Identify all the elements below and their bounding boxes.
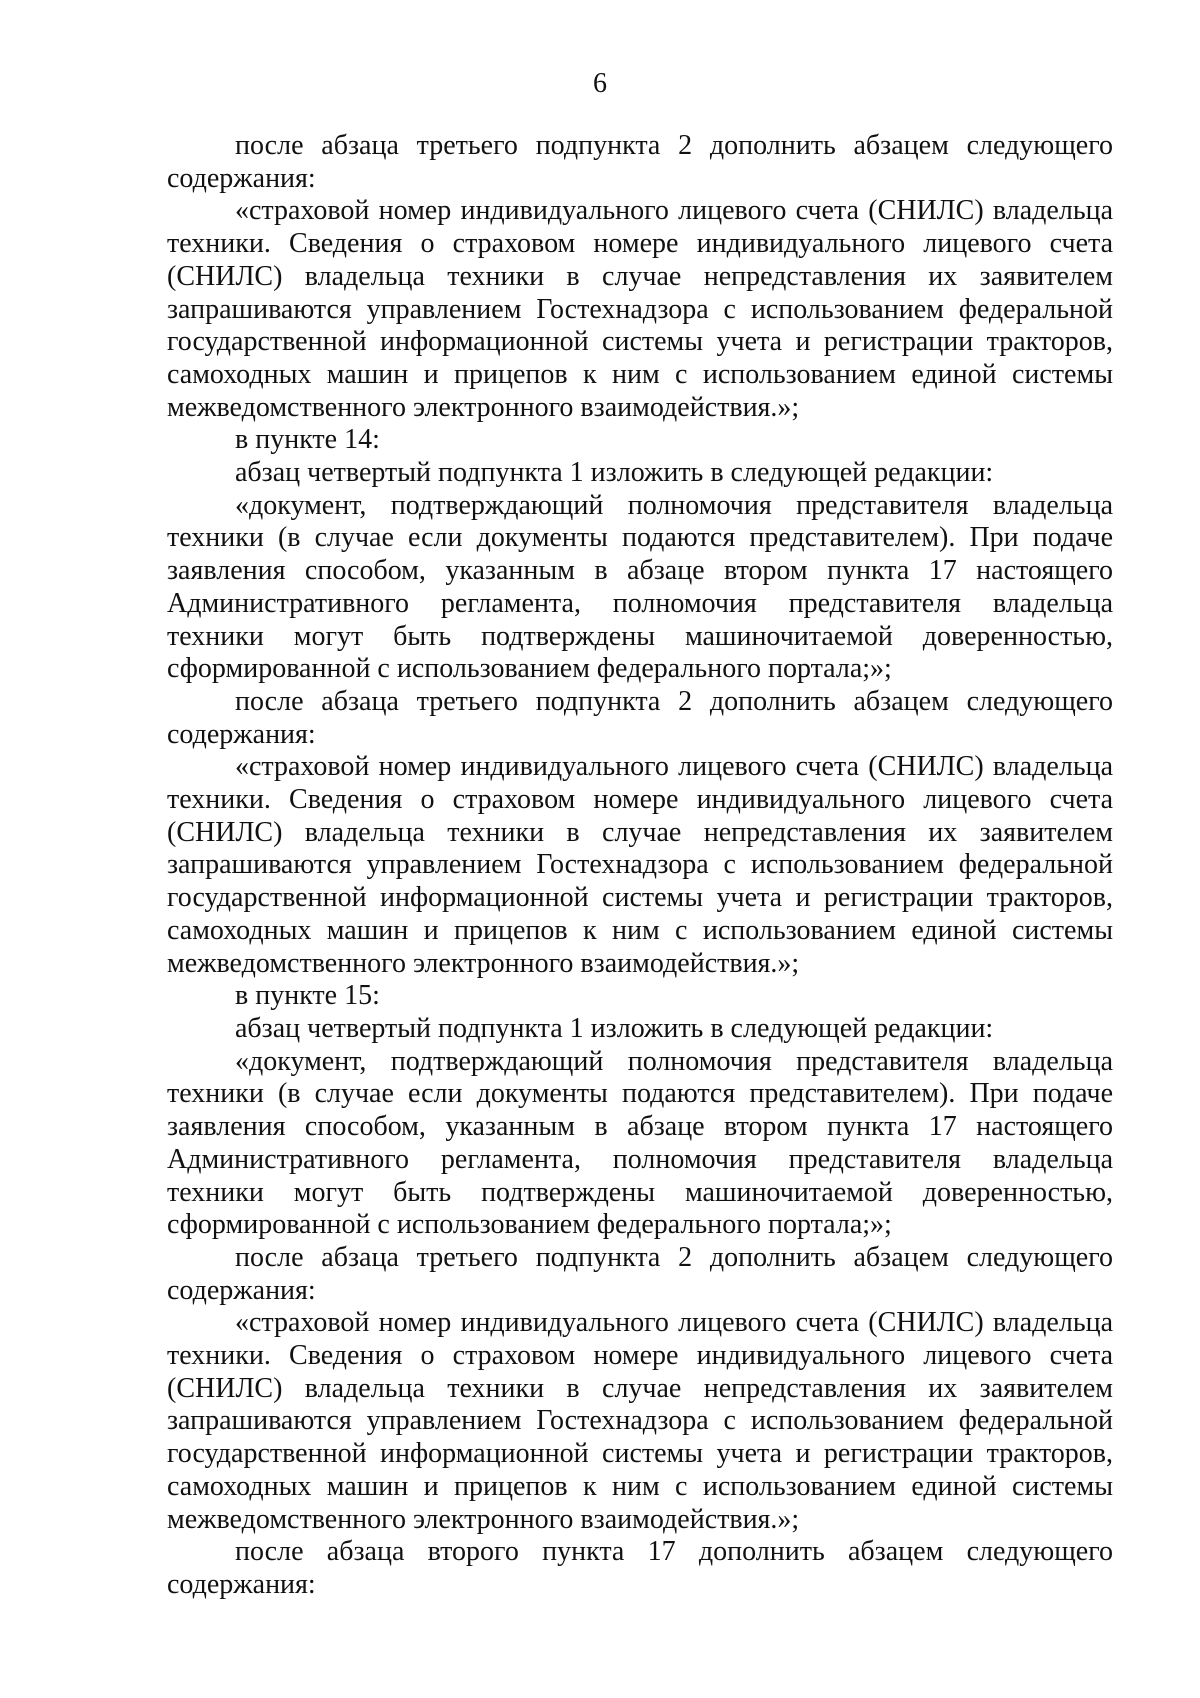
- paragraph-snils-quote: «страховой номер индивидуального лицевого счета (СНИЛС) владельца техники. Сведения о страховом номере индивидуального лицевого счета (СНИЛС) владельца техники в случае непредставления их заявителем запрашиваются управлением Гостехнадзора с использованием федеральной государственной информационной системы учета и регистрации тракторов, самоходных машин и прицепов к ним с использованием единой системы межведомственного электронного взаимодействия.»;: [167, 751, 1113, 979]
- paragraph-snils-quote: «страховой номер индивидуального лицевого счета (СНИЛС) владельца техники. Сведения о страховом номере индивидуального лицевого счета (СНИЛС) владельца техники в случае непредставления их заявителем запрашиваются управлением Гостехнадзора с использованием федеральной государственной информационной системы учета и регистрации тракторов, самоходных машин и прицепов к ним с использованием единой системы межведомственного электронного взаимодействия.»;: [167, 1307, 1113, 1535]
- paragraph-fourth-subclause-1-edit: абзац четвертый подпункта 1 изложить в следующей редакции:: [235, 457, 994, 489]
- paragraph-representative-document-quote: «документ, подтверждающий полномочия представителя владельца техники (в случае если документы подаются представителем). При подаче заявления способом, указанным в абзаце втором пункта 17 настоящего Административного регламента, полномочия представителя владельца техники могут быть подтверждены машиночитаемой доверенностью, сформированной с использованием федерального портала;»;: [167, 1045, 1113, 1241]
- paragraph-after-third-paragraph-subclause-2: после абзаца третьего подпункта 2 дополнить абзацем следующего содержания:: [167, 1241, 1113, 1306]
- paragraph-in-clause-14: в пункте 14:: [235, 424, 380, 456]
- page-number: 6: [593, 68, 607, 99]
- paragraph-in-clause-15: в пункте 15:: [235, 980, 380, 1012]
- paragraph-fourth-subclause-1-edit: абзац четвертый подпункта 1 изложить в следующей редакции:: [235, 1012, 994, 1044]
- paragraph-after-third-paragraph-subclause-2: после абзаца третьего подпункта 2 дополнить абзацем следующего содержания:: [167, 685, 1113, 750]
- paragraph-after-third-paragraph-subclause-2: после абзаца третьего подпункта 2 дополнить абзацем следующего содержания:: [167, 130, 1113, 194]
- document-body: [167, 130, 1113, 1602]
- paragraph-snils-quote: «страховой номер индивидуального лицевого счета (СНИЛС) владельца техники. Сведения о страховом номере индивидуального лицевого счета (СНИЛС) владельца техники в случае непредставления их заявителем запрашиваются управлением Гостехнадзора с использованием федеральной государственной информационной системы учета и регистрации тракторов, самоходных машин и прицепов к ним с использованием единой системы межведомственного электронного взаимодействия.»;: [167, 195, 1113, 423]
- paragraph-representative-document-quote: «документ, подтверждающий полномочия представителя владельца техники (в случае если документы подаются представителем). При подаче заявления способом, указанным в абзаце втором пункта 17 настоящего Административного регламента, полномочия представителя владельца техники могут быть подтверждены машиночитаемой доверенностью, сформированной с использованием федерального портала;»;: [167, 489, 1113, 685]
- paragraph-after-second-paragraph-clause-17: после абзаца второго пункта 17 дополнить абзацем следующего содержания:: [167, 1536, 1113, 1600]
